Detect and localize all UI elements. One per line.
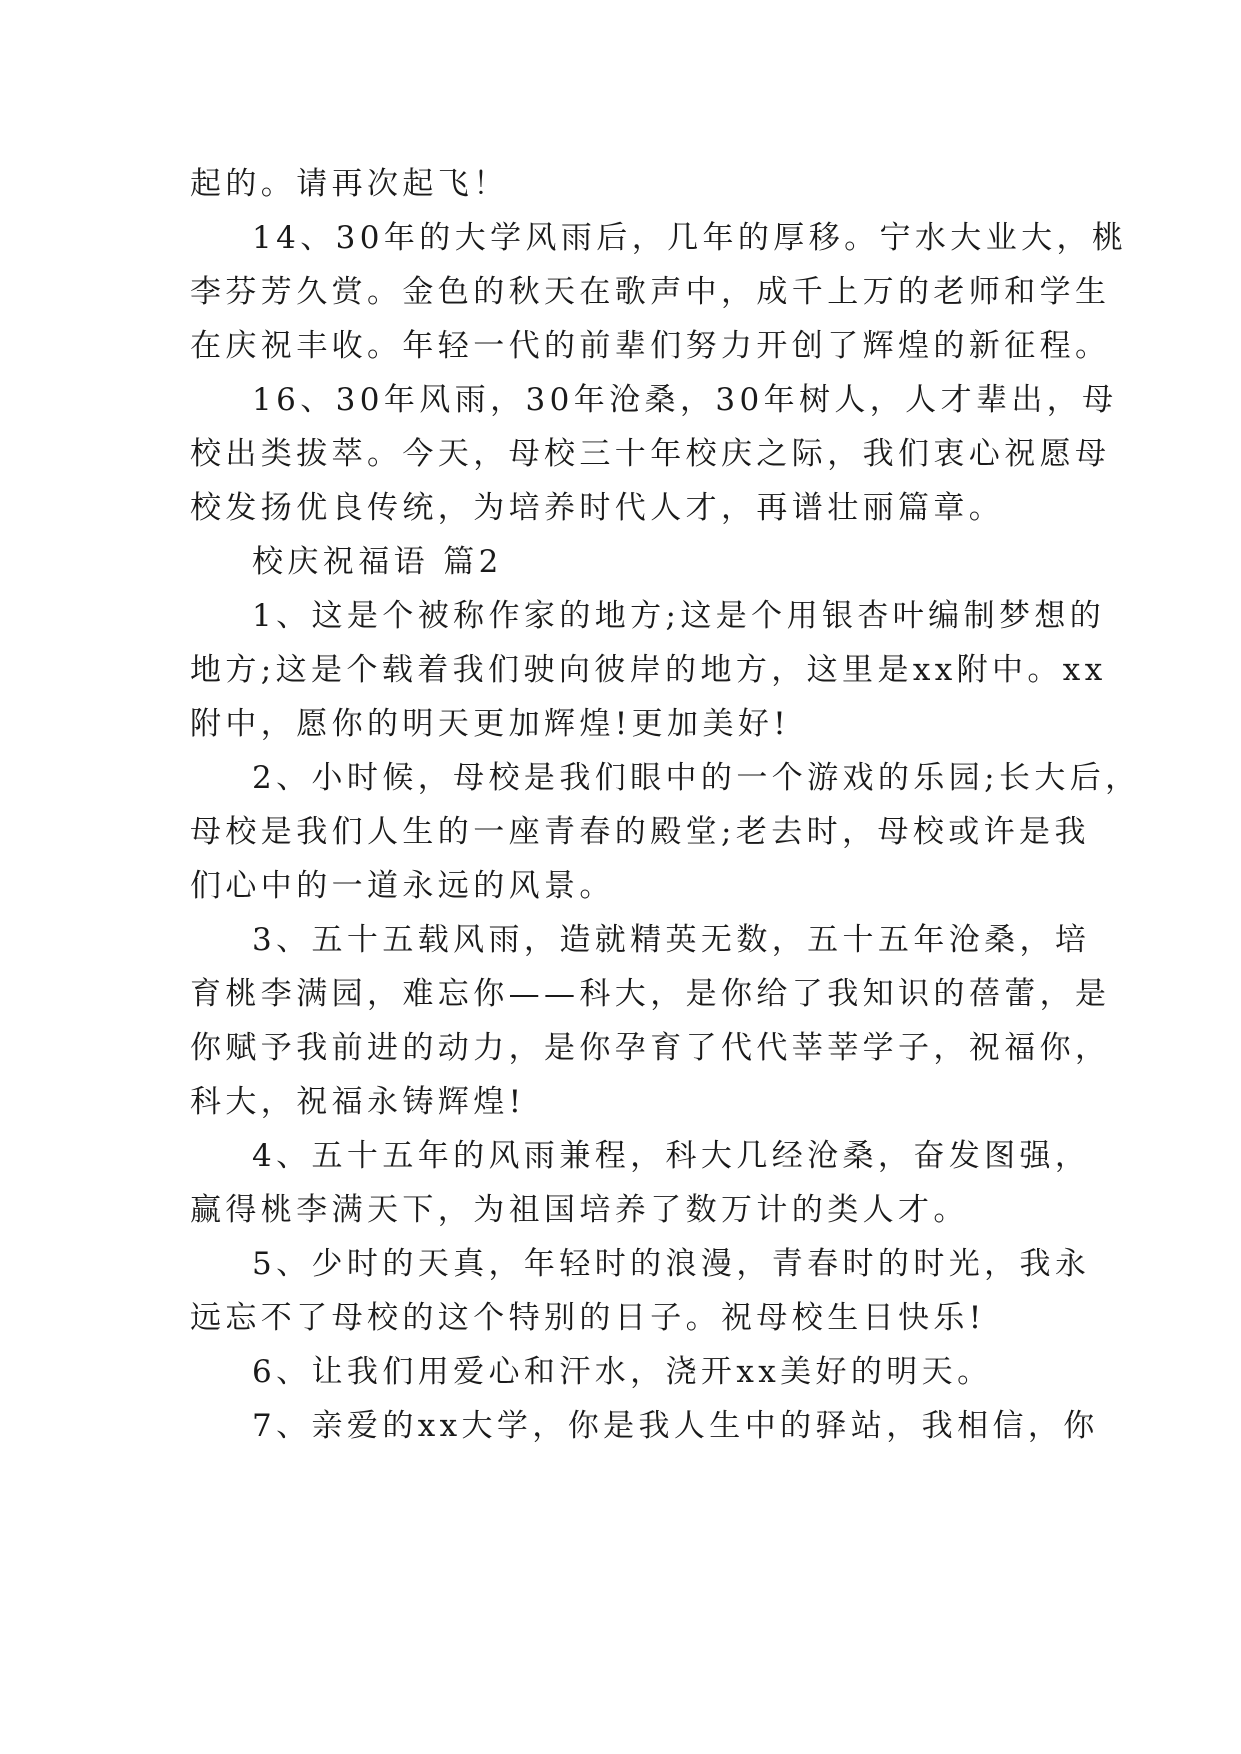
text-line: 16、30年风雨，30年沧桑，30年树人，人才辈出，母 [252,382,1118,418]
text-line: 母校是我们人生的一座青春的殿堂;老去时，母校或许是我 [190,814,1090,850]
text-line: 附中，愿你的明天更加辉煌!更加美好! [190,706,791,742]
text-line: 地方;这是个载着我们驶向彼岸的地方，这里是xx附中。xx [190,652,1107,688]
text-line: 远忘不了母校的这个特别的日子。祝母校生日快乐! [190,1300,986,1336]
text-line: 校出类拔萃。今天，母校三十年校庆之际，我们衷心祝愿母 [190,436,1111,472]
text-line: 5、少时的天真，年轻时的浪漫，青春时的时光，我永 [252,1246,1091,1282]
text-line: 起的。请再次起飞！ [190,166,509,202]
text-line: 6、让我们用爱心和汗水，浇开xx美好的明天。 [252,1354,993,1390]
text-line: 14、30年的大学风雨后，几年的厚移。宁水大业大，桃 [252,220,1128,256]
text-line: 7、亲爱的xx大学，你是我人生中的驿站，我相信，你 [252,1408,1099,1444]
text-line: 1、这是个被称作家的地方;这是个用银杏叶编制梦想的 [252,598,1106,634]
section-heading: 校庆祝福语 篇2 [252,544,503,580]
text-line: 李芬芳久赏。金色的秋天在歌声中，成千上万的老师和学生 [190,274,1111,310]
text-line: 4、五十五年的风雨兼程，科大几经沧桑，奋发图强， [252,1138,1091,1174]
text-line: 校发扬优良传统，为培养时代人才，再谱壮丽篇章。 [190,490,1005,526]
text-line: 3、五十五载风雨，造就精英无数，五十五年沧桑，培 [252,922,1091,958]
text-line: 在庆祝丰收。年轻一代的前辈们努力开创了辉煌的新征程。 [190,328,1111,364]
text-line: 你赋予我前进的动力，是你孕育了代代莘莘学子，祝福你， [190,1030,1111,1066]
text-line: 科大，祝福永铸辉煌! [190,1084,526,1120]
text-line: 育桃李满园，难忘你——科大，是你给了我知识的蓓蕾，是 [190,976,1111,1012]
text-line: 赢得桃李满天下，为祖国培养了数万计的类人才。 [190,1192,969,1228]
text-line: 们心中的一道永远的风景。 [190,868,615,904]
text-line: 2、小时候，母校是我们眼中的一个游戏的乐园;长大后， [252,760,1141,796]
